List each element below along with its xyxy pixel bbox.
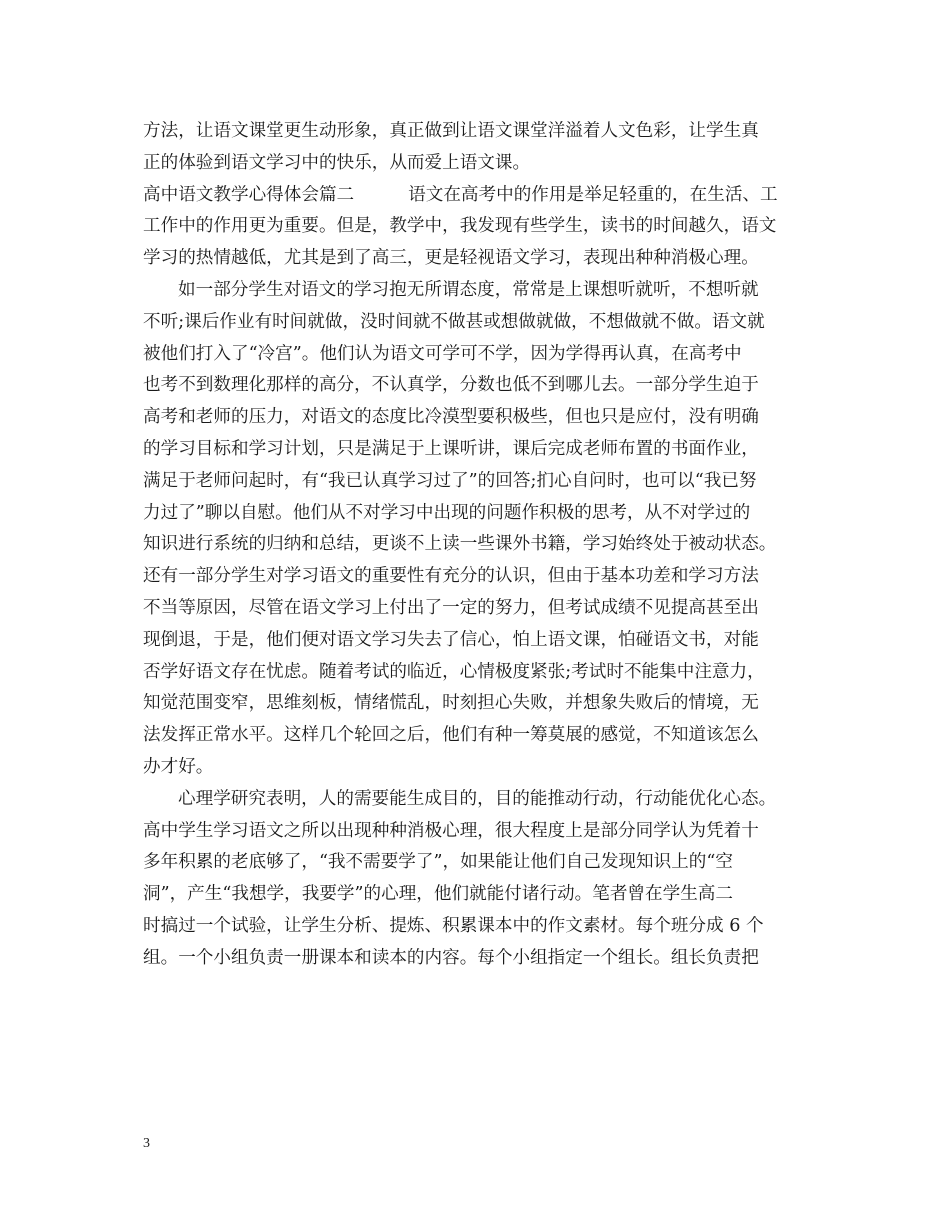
text-line: 现倒退，于是，他们便对语文学习失去了信心，怕上语文课，怕碰语文书，对能	[143, 629, 759, 650]
text-line: 办才好。	[143, 756, 214, 777]
text-line: 正的体验到语文学习中的快乐，从而爱上语文课。	[143, 152, 531, 173]
page-number: 3	[143, 1136, 150, 1151]
text-line: 也考不到数理化那样的高分，不认真学，分数也低不到哪儿去。一部分学生迫于	[143, 375, 759, 396]
text-line: 还有一部分学生对学习语文的重要性有充分的认识，但由于基本功差和学习方法	[143, 566, 759, 587]
text-line: 学习的热情越低，尤其是到了高三，更是轻视语文学习，表现出种种消极心理。	[143, 248, 759, 269]
text-line: 时搞过一个试验，让学生分析、提炼、积累课本中的作文素材。每个班分成 6 个	[143, 915, 764, 936]
text-line: 高考和老师的压力，对语文的态度比冷漠型要积极些，但也只是应付，没有明确	[143, 407, 759, 428]
text-line: 组。一个小组负责一册课本和读本的内容。每个小组指定一个组长。组长负责把	[143, 947, 759, 968]
text-line: 满足于老师问起时，有“我已认真学习过了”的回答;扪心自问时，也可以“我已努	[143, 470, 757, 491]
text-line: 洞”，产生“我想学，我要学”的心理，他们就能付诸行动。笔者曾在学生高二	[143, 884, 733, 905]
text-line: 方法，让语文课堂更生动形象，真正做到让语文课堂洋溢着人文色彩，让学生真	[143, 121, 759, 141]
text-line: 的学习目标和学习计划，只是满足于上课听讲，课后完成老师布置的书面作业，	[143, 438, 759, 459]
text-line: 力过了”聊以自慰。他们从不对学习中出现的问题作积极的思考，从不对学过的	[143, 502, 751, 523]
text-line: 多年积累的老底够了，“我不需要学了”，如果能让他们自己发现知识上的“空	[143, 852, 733, 873]
paragraph-start-line: 心理学研究表明，人的需要能生成目的，目的能推动行动，行动能优化心态。	[178, 788, 777, 809]
section-lead-text: 语文在高考中的作用是举足轻重的，在生活、工	[408, 184, 778, 205]
body-text	[143, 116, 823, 975]
text-line: 法发挥正常水平。这样几个轮回之后，他们有种一筹莫展的感觉，不知道该怎么	[143, 725, 759, 746]
text-line: 否学好语文存在忧虑。随着考试的临近，心情极度紧张;考试时不能集中注意力，	[143, 661, 765, 682]
text-line: 不听;课后作业有时间就做，没时间就不做甚或想做就做，不想做就不做。语文就	[143, 311, 765, 332]
text-line: 被他们打入了“冷宫”。他们认为语文可学可不学，因为学得再认真，在高考中	[143, 343, 742, 364]
text-line: 高中学生学习语文之所以出现种种消极心理，很大程度上是部分同学认为凭着十	[143, 820, 759, 841]
text-line: 知识进行系统的归纳和总结，更谈不上读一些课外书籍，学习始终处于被动状态。	[143, 534, 777, 555]
text-line: 不当等原因，尽管在语文学习上付出了一定的努力，但考试成绩不见提高甚至出	[143, 597, 759, 618]
section-heading-line	[143, 180, 823, 212]
text-line: 工作中的作用更为重要。但是，教学中，我发现有些学生，读书的时间越久，语文	[143, 216, 777, 237]
paragraph-start-line: 如一部分学生对语文的学习抱无所谓态度，常常是上课想听就听，不想听就	[178, 279, 759, 300]
text-line: 知觉范围变窄，思维刻板，情绪慌乱，时刻担心失败，并想象失败后的情境，无	[143, 693, 759, 714]
section-title: 高中语文教学心得体会篇二	[143, 184, 355, 205]
